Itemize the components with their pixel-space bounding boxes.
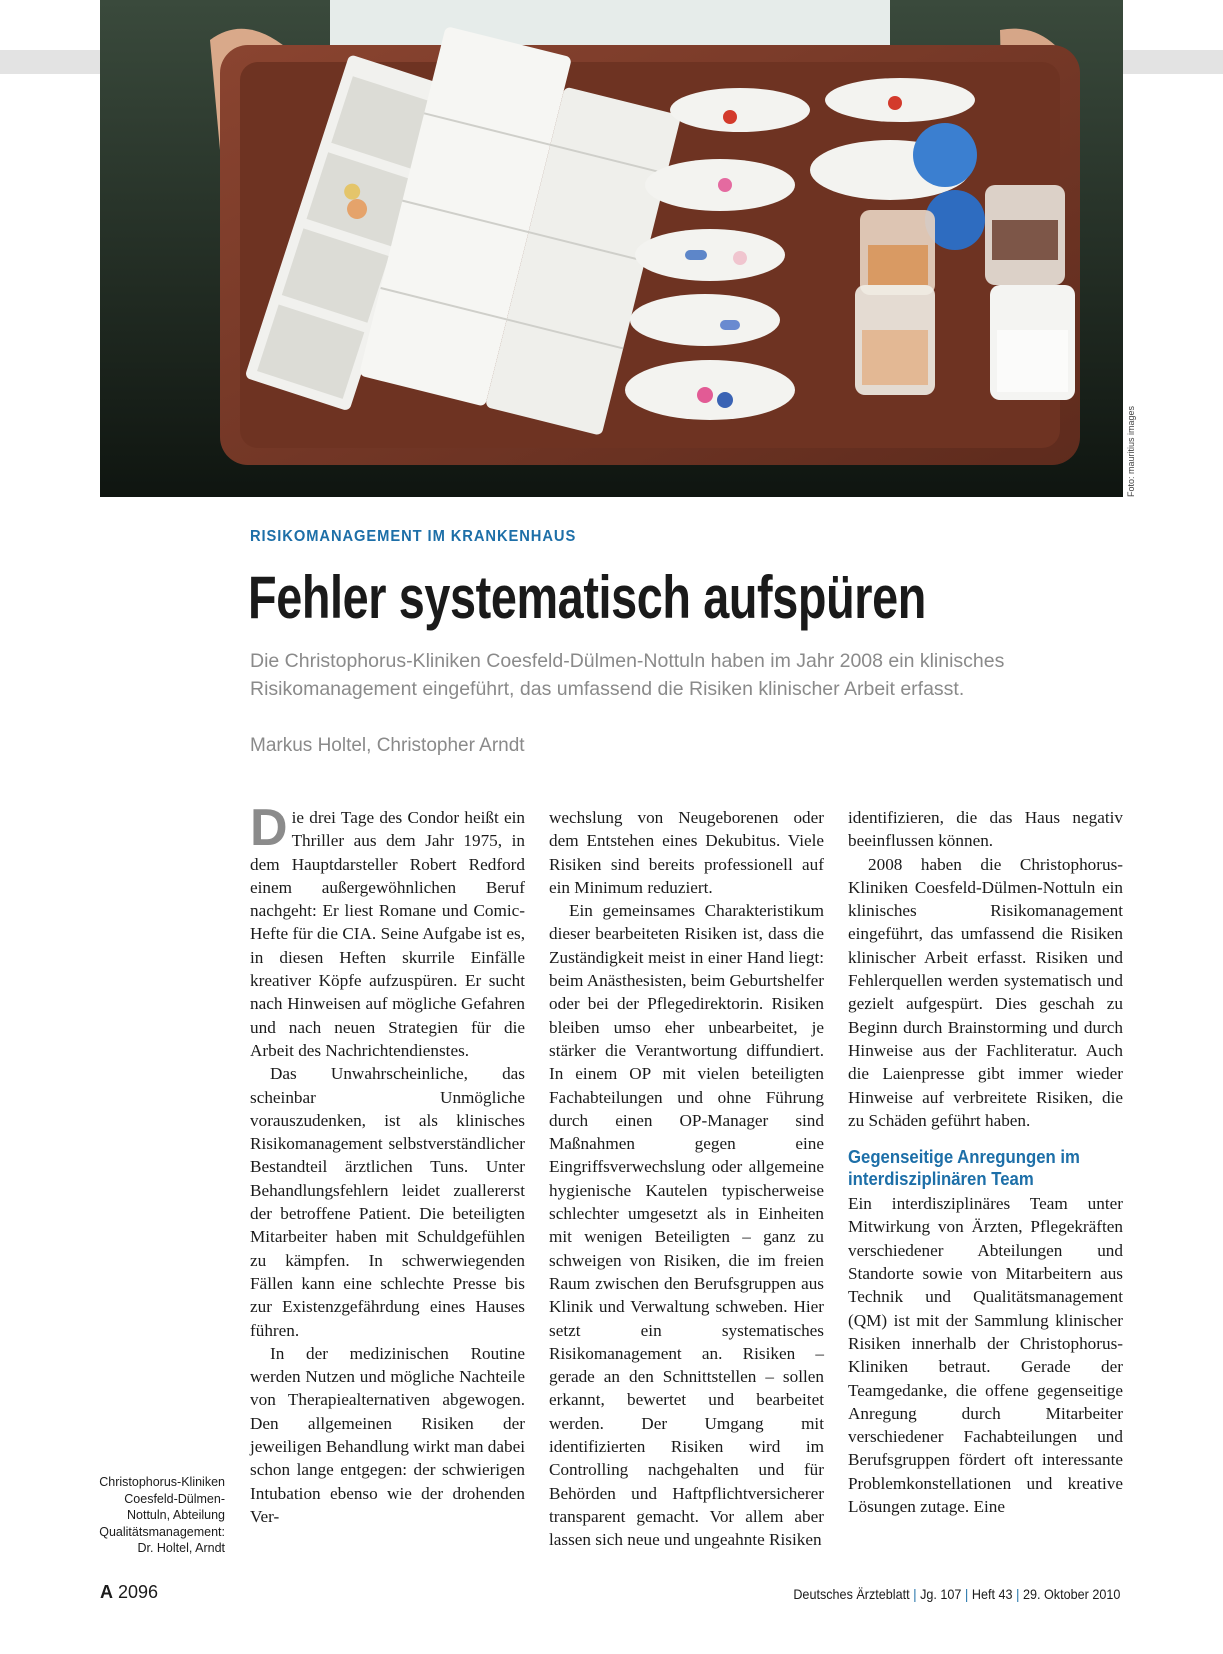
footer-separator: |	[964, 1586, 968, 1602]
photo-credit: Foto: mauritius images	[1126, 405, 1136, 497]
col1-paragraph-1-text: ie drei Tage des Condor heißt ein Thriller aus dem Jahr 1975, in dem Hauptdarsteller Robert Redford einem außergewöhnlichen Beruf nachgeht: Er liest Romane und Comic-Hefte für die CIA. Seine Aufgabe ist es, in diesen Heften skurrile Einfälle kreativer Köpfe aufzuspüren. Er sucht nach Hinweisen auf mögliche Gefahren und nach neuen Strategien für die Arbeit des Nachrichtendienstes.	[250, 808, 525, 1060]
article-kicker: RISIKOMANAGEMENT IM KRANKENHAUS	[250, 528, 577, 545]
medication-tray-image	[100, 0, 1123, 497]
article-headline: Fehler systematisch aufspüren	[248, 564, 926, 631]
article-lead: Die Christophorus-Kliniken Coesfeld-Dülmen-Nottuln haben im Jahr 2008 ein klinisches Risikomanagement eingeführt, das umfassend die Risiken klinischer Arbeit erfasst.	[250, 650, 1005, 700]
col3-paragraph-3: Ein interdisziplinäres Team unter Mitwirkung von Ärzten, Pflegekräften verschiedener Abteilungen und Standorte sowie von Mitarbeitern aus Technik und Qualitätsmanagement (QM) ist mit der Sammlung klinischer Risiken innerhalb der Christophorus-Kliniken betraut. Gerade der Teamgedanke, die offene gegenseitige Anregung durch Mitarbeiter verschiedener Fachabteilungen und Berufsgruppen fördert oft interessante Problemkonstellationen und kreative Lösungen zutage. Eine	[848, 1194, 1123, 1517]
journal-name: Deutsches Ärzteblatt	[792, 1586, 910, 1602]
col3-paragraph-1: identifizieren, die das Haus negativ beeinflussen können.	[848, 808, 1123, 851]
section-subheading: Gegenseitige Anregungen im interdisziplinären Team	[848, 1147, 1080, 1190]
affiliation-line: Dr. Holtel, Arndt	[137, 1541, 225, 1556]
journal-volume: Jg. 107	[919, 1586, 962, 1602]
article-column-1	[250, 799, 525, 1528]
affiliation-line: Coesfeld-Dülmen-	[124, 1491, 225, 1506]
col2-paragraph-1: wechslung von Neugeborenen oder dem Entstehen eines Dekubitus. Viele Risiken sind bereits professionell auf ein Minimum reduziert.	[549, 808, 824, 897]
journal-footer	[793, 1586, 1120, 1602]
col3-paragraph-2: 2008 haben die Christophorus-Kliniken Coesfeld-Dülmen-Nottuln ein klinisches Risikomanagement eingeführt, das umfassend die Risiken klinischer Arbeit erfasst. Risiken und Fehlerquellen werden systematisch und gezielt aufgespürt. Dies geschah zu Beginn durch Brainstorming und durch Hinweise aus der Fachliteratur. Auch die Laienpresse gibt immer wieder Hinweise auf verbreitete Risiken, die zu Schäden geführt haben.	[848, 854, 1123, 1130]
article-photo	[100, 0, 1123, 497]
col1-paragraph-3: In der medizinischen Routine werden Nutzen und mögliche Nachteile von Therapiealternativen abgewogen. Den allgemeinen Risiken der jeweiligen Behandlung wirkt man dabei schon lange entgegen: der schwierigen Intubation ebenso wie der drohenden Ver-	[250, 1343, 525, 1526]
article-column-2	[549, 806, 824, 1552]
journal-issue: Heft 43	[971, 1586, 1013, 1602]
affiliation-line: Christophorus-Kliniken	[99, 1475, 225, 1489]
footer-separator: |	[1015, 1586, 1020, 1602]
article-authors: Markus Holtel, Christopher Arndt	[250, 735, 525, 756]
col1-paragraph-1	[250, 799, 525, 1062]
drop-cap: D	[250, 799, 288, 857]
col2-paragraph-2: Ein gemeinsames Charakteristikum dieser bearbeiteten Risiken ist, dass die Zuständigkeit meist in einer Hand liegt: beim Anästhesisten, beim Geburtshelfer oder bei der Pflegedirektorin. Risiken bleiben umso eher unbearbeitet, je stärker die Verantwortung diffundiert. In einem OP mit vielen beteiligten Fachabteilungen und ohne Führung durch einen OP-Manager sind Maßnahmen gegen eine Eingriffsverwechslung oder allgemeine hygienische Kautelen typischerweise schlechter umgesetzt als in Einheiten mit wenigen Beteiligten – ganz zu schweigen von Risiken, die im freien Raum zwischen den Berufsgruppen aus Klinik und Verwaltung schweben. Hier setzt ein systematisches Risikomanagement an. Risiken – gerade an den Schnittstellen – sollen erkannt, bewertet und bearbeitet werden. Der Umgang mit identifizierten Risiken wird im Controlling nachgehalten und für Behörden und Haftpflichtversicherer transparent gemacht. Vor allem aber lassen sich neue und ungeahnte Risiken	[549, 901, 824, 1550]
col1-paragraph-2: Das Unwahrscheinliche, das scheinbar Unmögliche vorauszudenken, ist als klinisches Risikomanagement selbstverständlicher Bestandteil ärztlichen Tuns. Unter Behandlungsfehlern leidet zuallererst der betroffene Patient. Die beteiligten Mitarbeiter haben mit Schuldgefühlen zu kämpfen. In schwerwiegenden Fällen kann eine schlechte Presse bis zur Existenzgefährdung eines Hauses führen.	[250, 1064, 525, 1340]
article-column-3	[848, 806, 1123, 1518]
author-affiliation-note	[60, 1474, 225, 1557]
page-number-value: 2096	[118, 1582, 159, 1602]
footer-separator: |	[912, 1586, 917, 1602]
page-letter: A	[100, 1582, 113, 1602]
affiliation-line: Qualitätsmanagement:	[99, 1524, 225, 1539]
journal-date: 29. Oktober 2010	[1022, 1586, 1120, 1602]
affiliation-line: Nottuln, Abteilung	[127, 1508, 225, 1523]
page-number	[100, 1582, 158, 1603]
